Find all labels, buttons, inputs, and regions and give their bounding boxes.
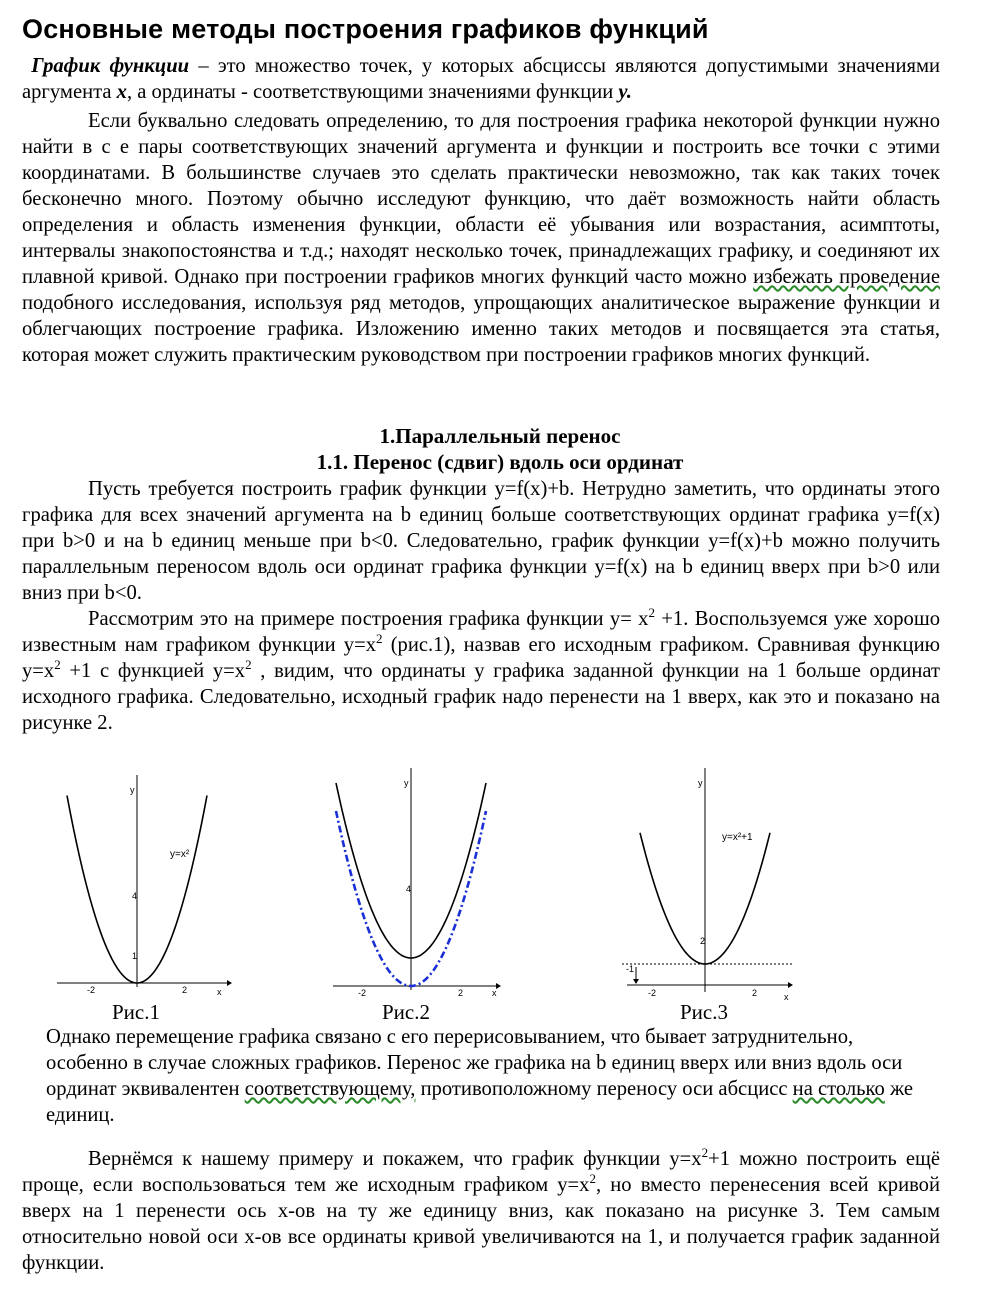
curve-label: y=x² <box>170 849 190 860</box>
y-axis-label: y <box>404 778 409 788</box>
figure-3-caption: Рис.3 <box>680 1000 728 1024</box>
x-axis-label: x <box>492 988 497 998</box>
tick-label: 4 <box>406 884 412 894</box>
spellcheck-underline: соответствующему, <box>244 1078 416 1100</box>
section-heading-1-1: 1.1. Перенос (сдвиг) вдоль оси ординат <box>316 450 684 474</box>
definition-paragraph: График функции – это множество точек, у которых абсциссы являются допустимыми значениями аргумента x, а ординаты - соответствующими значениями функции y. <box>22 55 940 103</box>
page-title: Основные методы построения графиков функций <box>22 14 709 44</box>
tick-label: 2 <box>700 936 706 946</box>
figure-2 <box>328 758 508 998</box>
y-axis-label: y <box>130 785 135 795</box>
curve-label: y=x²+1 <box>722 832 753 843</box>
tick-label: -2 <box>648 988 657 998</box>
dash: – <box>189 55 218 77</box>
example-paragraph: Рассмотрим это на примере построения графика функции $y= x^2 +1$. Воспользуемся уже хорошо известным нам графиком функции $y=x^2$ (рис.1), назвав его исходным графиком. Сравнивая функцию $y=x^2 +1$ с функцией $y=x^2$ , видим, что ординаты у графика заданной функции на 1 больше ординат исходного графика. Следовательно, исходный график надо перенести на 1 вверх, как это и показано на рисунке 2. <box>22 605 940 734</box>
var-y: y. <box>618 81 632 103</box>
figure-1 <box>52 755 232 995</box>
x-axis-arrow <box>227 980 232 986</box>
spellcheck-underline: на столько <box>792 1078 885 1100</box>
tick-label: 2 <box>458 988 464 998</box>
spellcheck-underline: избежать проведение <box>753 266 940 288</box>
figure-3 <box>612 760 802 1005</box>
term-graph-function: График функции <box>31 55 190 77</box>
figure-1-caption: Рис.1 <box>112 1000 160 1024</box>
tick-label: -1 <box>626 964 635 974</box>
conclusion-paragraph: Вернёмся к нашему примеру и покажем, что график функции $y=x^2+1$ можно построить ещё проще, если воспользоваться тем же исходным графиком $y=x^2$, но вместо перенесения всей кривой вверх на 1 перенести ось x-ов на ту же единицу вниз, как показано на рисунке 3. Тем самым относительно новой оси x-ов все ординаты кривой увеличиваются на 1, и получается график заданной функции. <box>22 1145 940 1274</box>
tick-label: -2 <box>87 985 96 995</box>
intro-paragraph: Если буквально следовать определению, то для построения графика некоторой функции нужно найти в с е пары соответствующих значений аргумента и функции и построить все точки с этими координатами. В большинстве случаев это сделать практически невозможно, так как таких точек бесконечно много. Поэтому обычно исследуют функцию, что даёт возможность найти область определения и область изменения функции, области её убывания или возрастания, асимптоты, интервалы знакопостоянства и т.д.; находят несколько точек, принадлежащих графику, и соединяют их плавной кривой. Однако при построении графиков многих функций часто можно избежать проведение подобного исследования, используя ряд методов, упрощающих аналитическое выражение функции и облегчающих построение графика. Изложению именно таких методов и посвящается эта статья, которая может служить практическим руководством при построении графиков многих функций. <box>22 110 940 366</box>
shift-explanation-paragraph: Пусть требуется построить график функции y=f(x)+b. Нетрудно заметить, что ординаты этого графика для всех значений аргумента на b единиц больше соответствующих ординат графика y=f(x) при b>0 и на b единиц меньше при b<0. Следовательно, график функции y=f(x)+b можно получить параллельным переносом вдоль оси ординат графика функции y=f(x) на b единиц вверх при b>0 или вниз при b<0. <box>22 478 940 604</box>
var-x: x <box>116 81 127 103</box>
figure-2-caption: Рис.2 <box>382 1000 430 1024</box>
tick-label: -2 <box>358 988 367 998</box>
x-axis-arrow <box>788 982 793 988</box>
x-axis-arrow <box>496 983 501 989</box>
axis-shift-paragraph: Однако перемещение графика связано с его перерисовыванием, что бывает затруднительно, особенно в случае сложных графиков. Перенос же графика на b единиц вверх или вниз вдоль оси ординат эквивалентен соответствующему, противоположному переносу оси абсцисс на столько же единиц. <box>46 1026 914 1126</box>
section-heading-1: 1.Параллельный перенос <box>379 424 621 448</box>
tick-label: 2 <box>752 988 758 998</box>
tick-label: 2 <box>182 985 188 995</box>
y-axis-label: y <box>698 778 703 788</box>
x-axis-label: x <box>784 992 789 1002</box>
tick-label: 1 <box>132 951 138 961</box>
tick-label: 4 <box>132 891 138 901</box>
x-axis-label: x <box>217 987 222 995</box>
shift-arrow-head <box>633 979 639 984</box>
